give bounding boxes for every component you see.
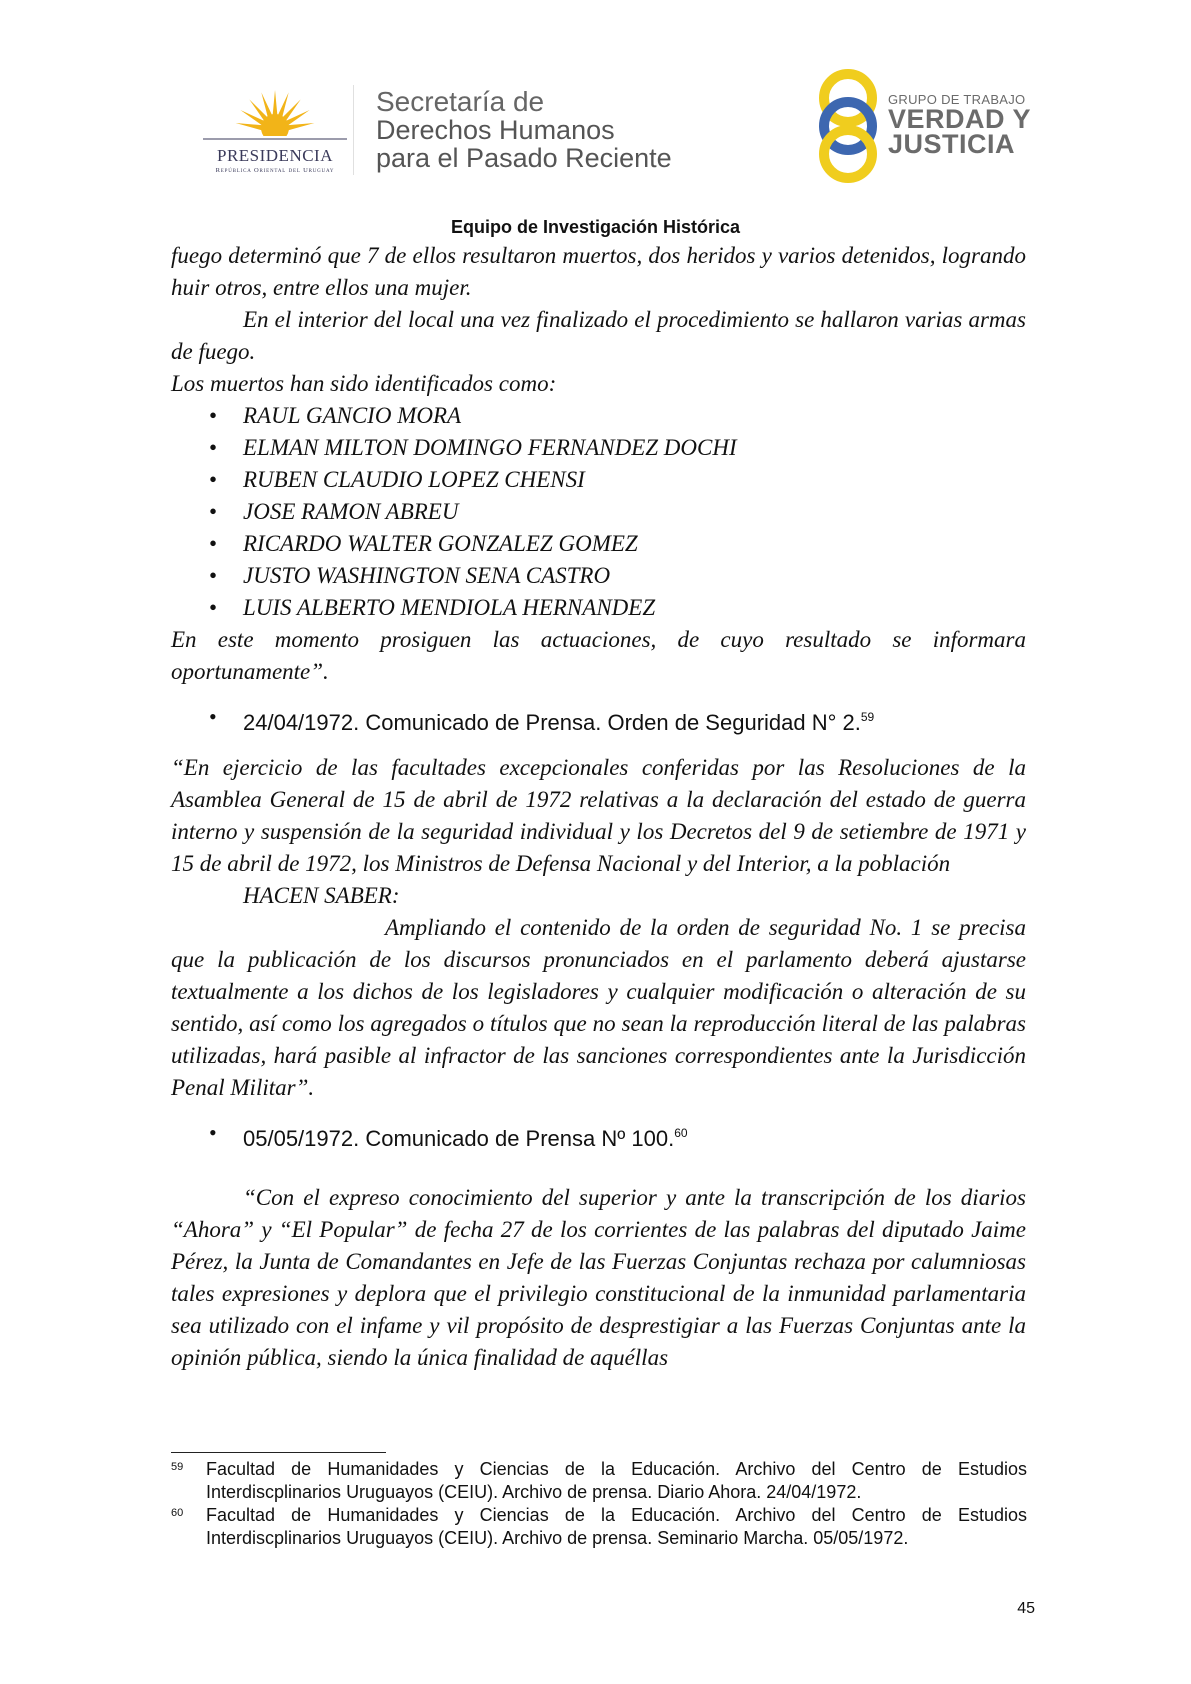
document-body: [171, 240, 1026, 1374]
logo-divider: [353, 85, 354, 175]
footnote-ref-59[interactable]: 59: [860, 710, 875, 724]
list-item: • LUIS ALBERTO MENDIOLA HERNANDEZ: [171, 592, 1026, 624]
list-item: • JUSTO WASHINGTON SENA CASTRO: [171, 560, 1026, 592]
grupo-de-trabajo-label: GRUPO DE TRABAJO: [888, 92, 1026, 107]
list-item: • RUBEN CLAUDIO LOPEZ CHENSI: [171, 464, 1026, 496]
footnote-number: 60: [171, 1507, 184, 1519]
list-item: • RICARDO WALTER GONZALEZ GOMEZ: [171, 528, 1026, 560]
bullet-icon: •: [209, 704, 217, 729]
paragraph-1: fuego determinó que 7 de ellos resultaron muertos, dos heridos y varios detenidos, logrando huir otros, entre ellos una mujer.: [171, 243, 1026, 300]
section-heading-2-text: 05/05/1972. Comunicado de Prensa Nº 100.: [243, 1126, 675, 1151]
list-item: • JOSE RAMON ABREU: [171, 496, 1026, 528]
paragraph-4: En este momento prosiguen las actuaciones, de cuyo resultado se informara oportunamente”.: [171, 627, 1026, 684]
paragraph-5: “En ejercicio de las facultades excepcionales conferidas por las Resoluciones de la Asamblea General de 15 de abril de 1972 relativas a la declaración del estado de guerra interno y suspensión de la seguridad individual y los Decretos del 9 de setiembre de 1971 y 15 de abril de 1972, los Ministros de Defensa Nacional y del Interior, a la población: [171, 755, 1026, 876]
paragraph-2: En el interior del local una vez finalizado el procedimiento se hallaron varias armas de fuego.: [171, 307, 1026, 364]
list-item: • ELMAN MILTON DOMINGO FERNANDEZ DOCHI: [171, 432, 1026, 464]
secretaria-line-1: Secretaría de: [376, 86, 545, 117]
list-item: • RAUL GANCIO MORA: [171, 400, 1026, 432]
section-heading-1-text: 24/04/1972. Comunicado de Prensa. Orden de Seguridad N° 2.: [243, 710, 861, 735]
footnote-text: Facultad de Humanidades y Ciencias de la Educación. Archivo del Centro de Estudios Interdiscplinarios Uruguayos (CEIU). Archivo de prensa. Diario Ahora. 24/04/1972.: [206, 1459, 1027, 1502]
paragraph-8: “Con el expreso conocimiento del superior y ante la transcripción de los diarios “Ahora” y “El Popular” de fecha 27 de los corrientes de las palabras del diputado Jaime Pérez, la Junta de Comandantes en Jefe de las Fuerzas Conjuntas rechaza por calumniosas tales expresiones y deplora que el privilegio constitucional de la inmunidad parlamentaria sea utilizado con el infame y vil propósito de desprestigiar a las Fuerzas Conjuntas ante la opinión pública, siendo la única finalidad de aquéllas: [171, 1185, 1026, 1370]
presidencia-wordmark: [200, 146, 350, 174]
justicia-label: JUSTICIA: [888, 129, 1016, 159]
verdad-justicia-wordmark: [888, 92, 1031, 157]
paragraph-6: HACEN SABER:: [243, 883, 400, 908]
footnotes: [171, 1458, 1027, 1550]
section-heading-1: [171, 702, 1026, 738]
page-number: 45: [1017, 1600, 1035, 1617]
secretaria-line-3: para el Pasado Reciente: [376, 143, 672, 173]
team-title: Equipo de Investigación Histórica: [450, 217, 741, 237]
bullet-icon: •: [209, 1120, 217, 1145]
names-list: [171, 400, 1026, 624]
footnote: [171, 1458, 1027, 1504]
presidencia-subtitle: República Oriental del Uruguay: [215, 167, 335, 174]
page-header: [0, 0, 1191, 240]
footnote: [171, 1504, 1027, 1550]
footnote-number: 59: [171, 1461, 184, 1473]
footnote-text: Facultad de Humanidades y Ciencias de la Educación. Archivo del Centro de Estudios Interdiscplinarios Uruguayos (CEIU). Archivo de prensa. Seminario Marcha. 05/05/1972.: [206, 1505, 1027, 1548]
footnote-separator: [171, 1452, 386, 1453]
paragraph-3: Los muertos han sido identificados como:: [171, 371, 557, 396]
verdad-y-label: VERDAD Y: [888, 104, 1032, 134]
presidencia-title: PRESIDENCIA: [216, 146, 333, 165]
secretaria-wordmark: [376, 88, 672, 172]
paragraph-7: Ampliando el contenido de la orden de seguridad No. 1 se precisa que la publicación de los discursos pronunciados en el parlamento deberá ajustarse textualmente a los dichos de los legisladores y cualquier modificación o alteración de su sentido, así como los agregados o títulos que no sean la reproducción literal de las palabras utilizadas, hará pasible al infractor de las sanciones correspondientes ante la Jurisdicción Penal Militar”.: [171, 915, 1026, 1100]
section-heading-2: [171, 1118, 1026, 1154]
secretaria-line-2: Derechos Humanos: [376, 115, 615, 145]
footnote-ref-60[interactable]: 60: [674, 1126, 688, 1140]
